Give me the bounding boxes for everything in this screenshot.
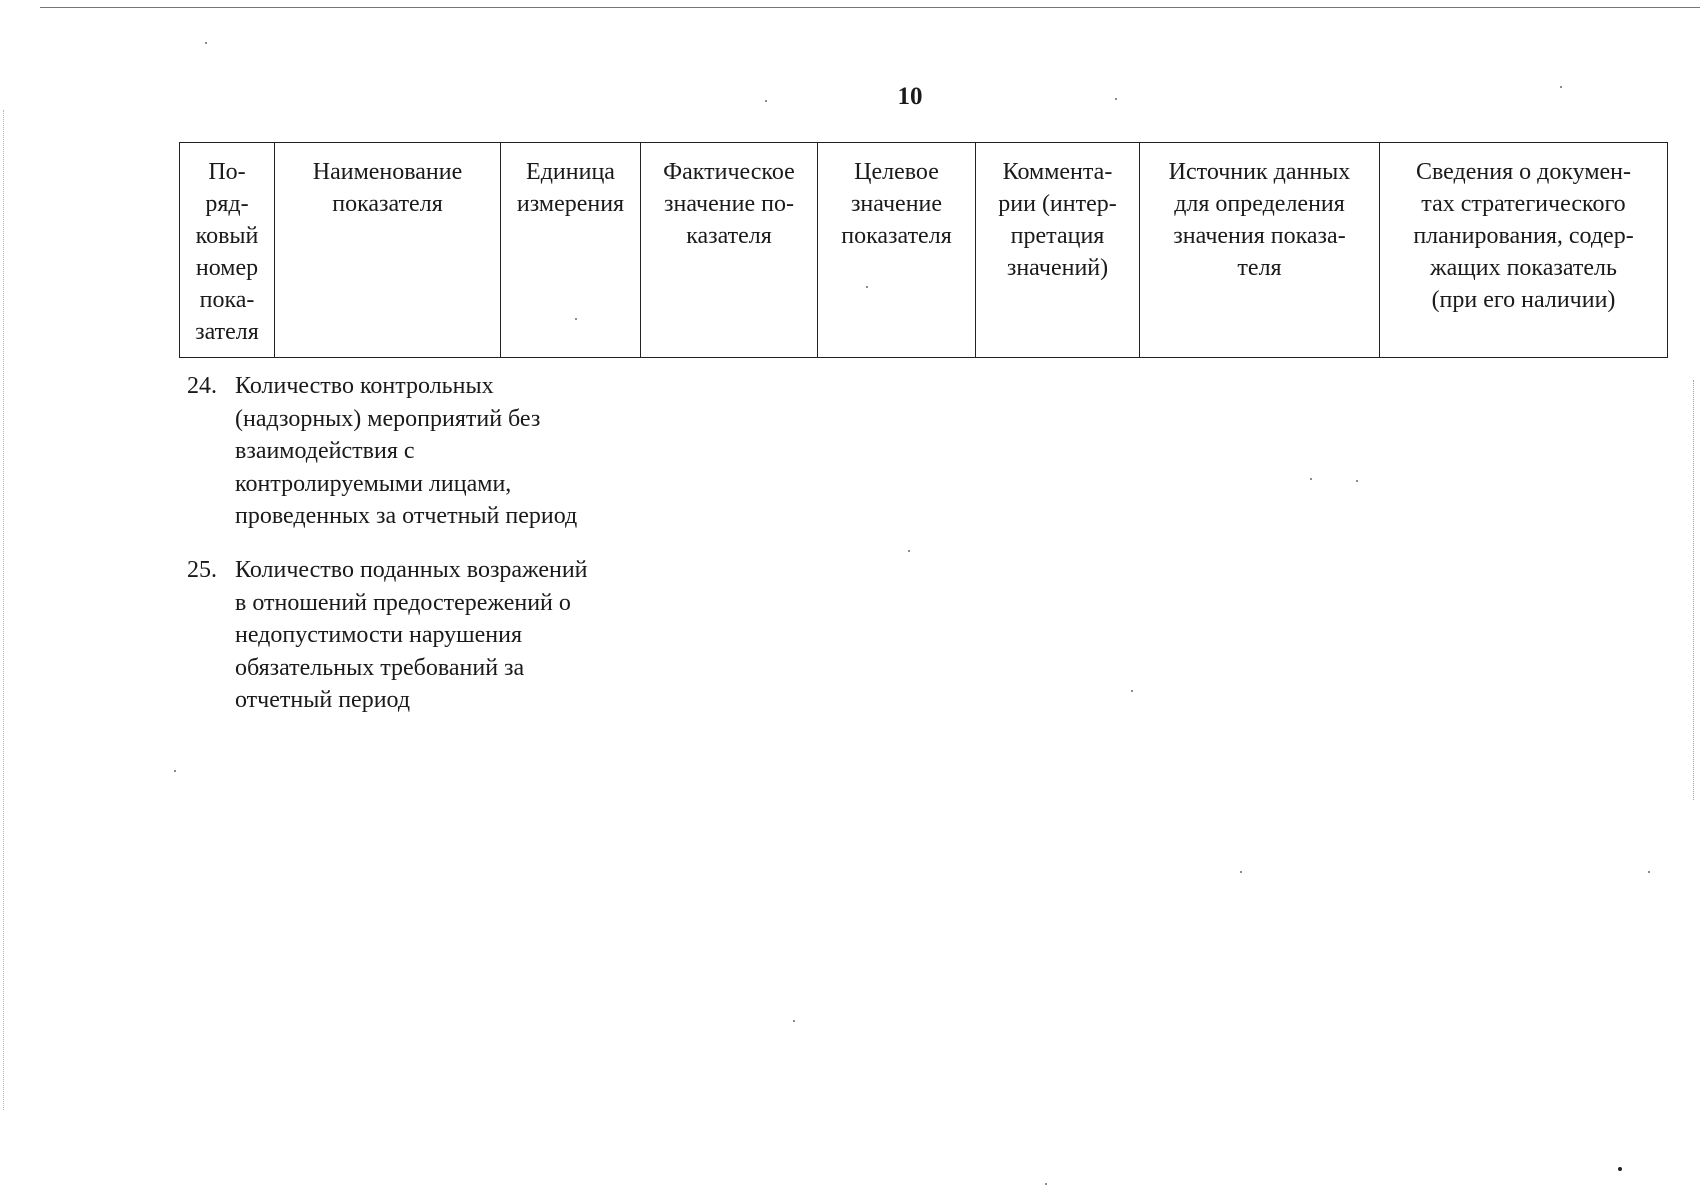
scan-right-edge xyxy=(1693,380,1694,800)
scan-speck xyxy=(1560,86,1562,88)
scan-top-border xyxy=(40,7,1700,8)
scan-speck xyxy=(575,318,577,320)
header-indicator-name: Наименование показателя xyxy=(275,143,501,358)
row-indicator-name: Количество поданных возражений в отношений предостережений о недопустимости нарушения обязательных требований за отчетный период xyxy=(235,557,588,713)
scan-speck xyxy=(908,550,910,552)
scan-speck xyxy=(1240,871,1242,873)
scan-speck xyxy=(1310,478,1312,480)
scan-speck xyxy=(1131,690,1133,692)
row-indicator-name: Количество контрольных (надзорных) мероприятий без взаимодействия с контролируемыми лицами, проведенных за отчетный период xyxy=(235,373,578,529)
scan-speck xyxy=(765,100,767,102)
header-data-source: Источник данных для определения значения показа- теля xyxy=(1140,143,1380,358)
row-number: 24. xyxy=(187,373,217,399)
indicator-table-header xyxy=(179,142,1668,358)
scan-speck xyxy=(205,42,207,44)
scan-speck xyxy=(793,1020,795,1022)
page-number: 10 xyxy=(897,83,923,110)
header-unit: Единица измерения xyxy=(501,143,641,358)
scan-speck xyxy=(174,770,176,772)
header-strategic-documents: Сведения о докумен- тах стратегического планирования, содер- жащих показатель (при его наличии) xyxy=(1380,143,1668,358)
scan-speck xyxy=(1356,480,1358,482)
scan-speck xyxy=(1618,1167,1622,1171)
header-actual-value: Фактическое значение по- казателя xyxy=(641,143,818,358)
scan-speck xyxy=(1648,871,1650,873)
scan-speck xyxy=(1115,98,1117,100)
row-number: 25. xyxy=(187,557,217,583)
header-serial-number: По- ряд- ковый номер пока- зателя xyxy=(180,143,275,358)
scan-speck xyxy=(1045,1183,1047,1185)
scan-speck xyxy=(866,286,868,288)
header-comments: Коммента- рии (интер- претация значений) xyxy=(976,143,1140,358)
header-target-value: Целевое значение показателя xyxy=(818,143,976,358)
scan-left-edge xyxy=(3,110,4,1110)
